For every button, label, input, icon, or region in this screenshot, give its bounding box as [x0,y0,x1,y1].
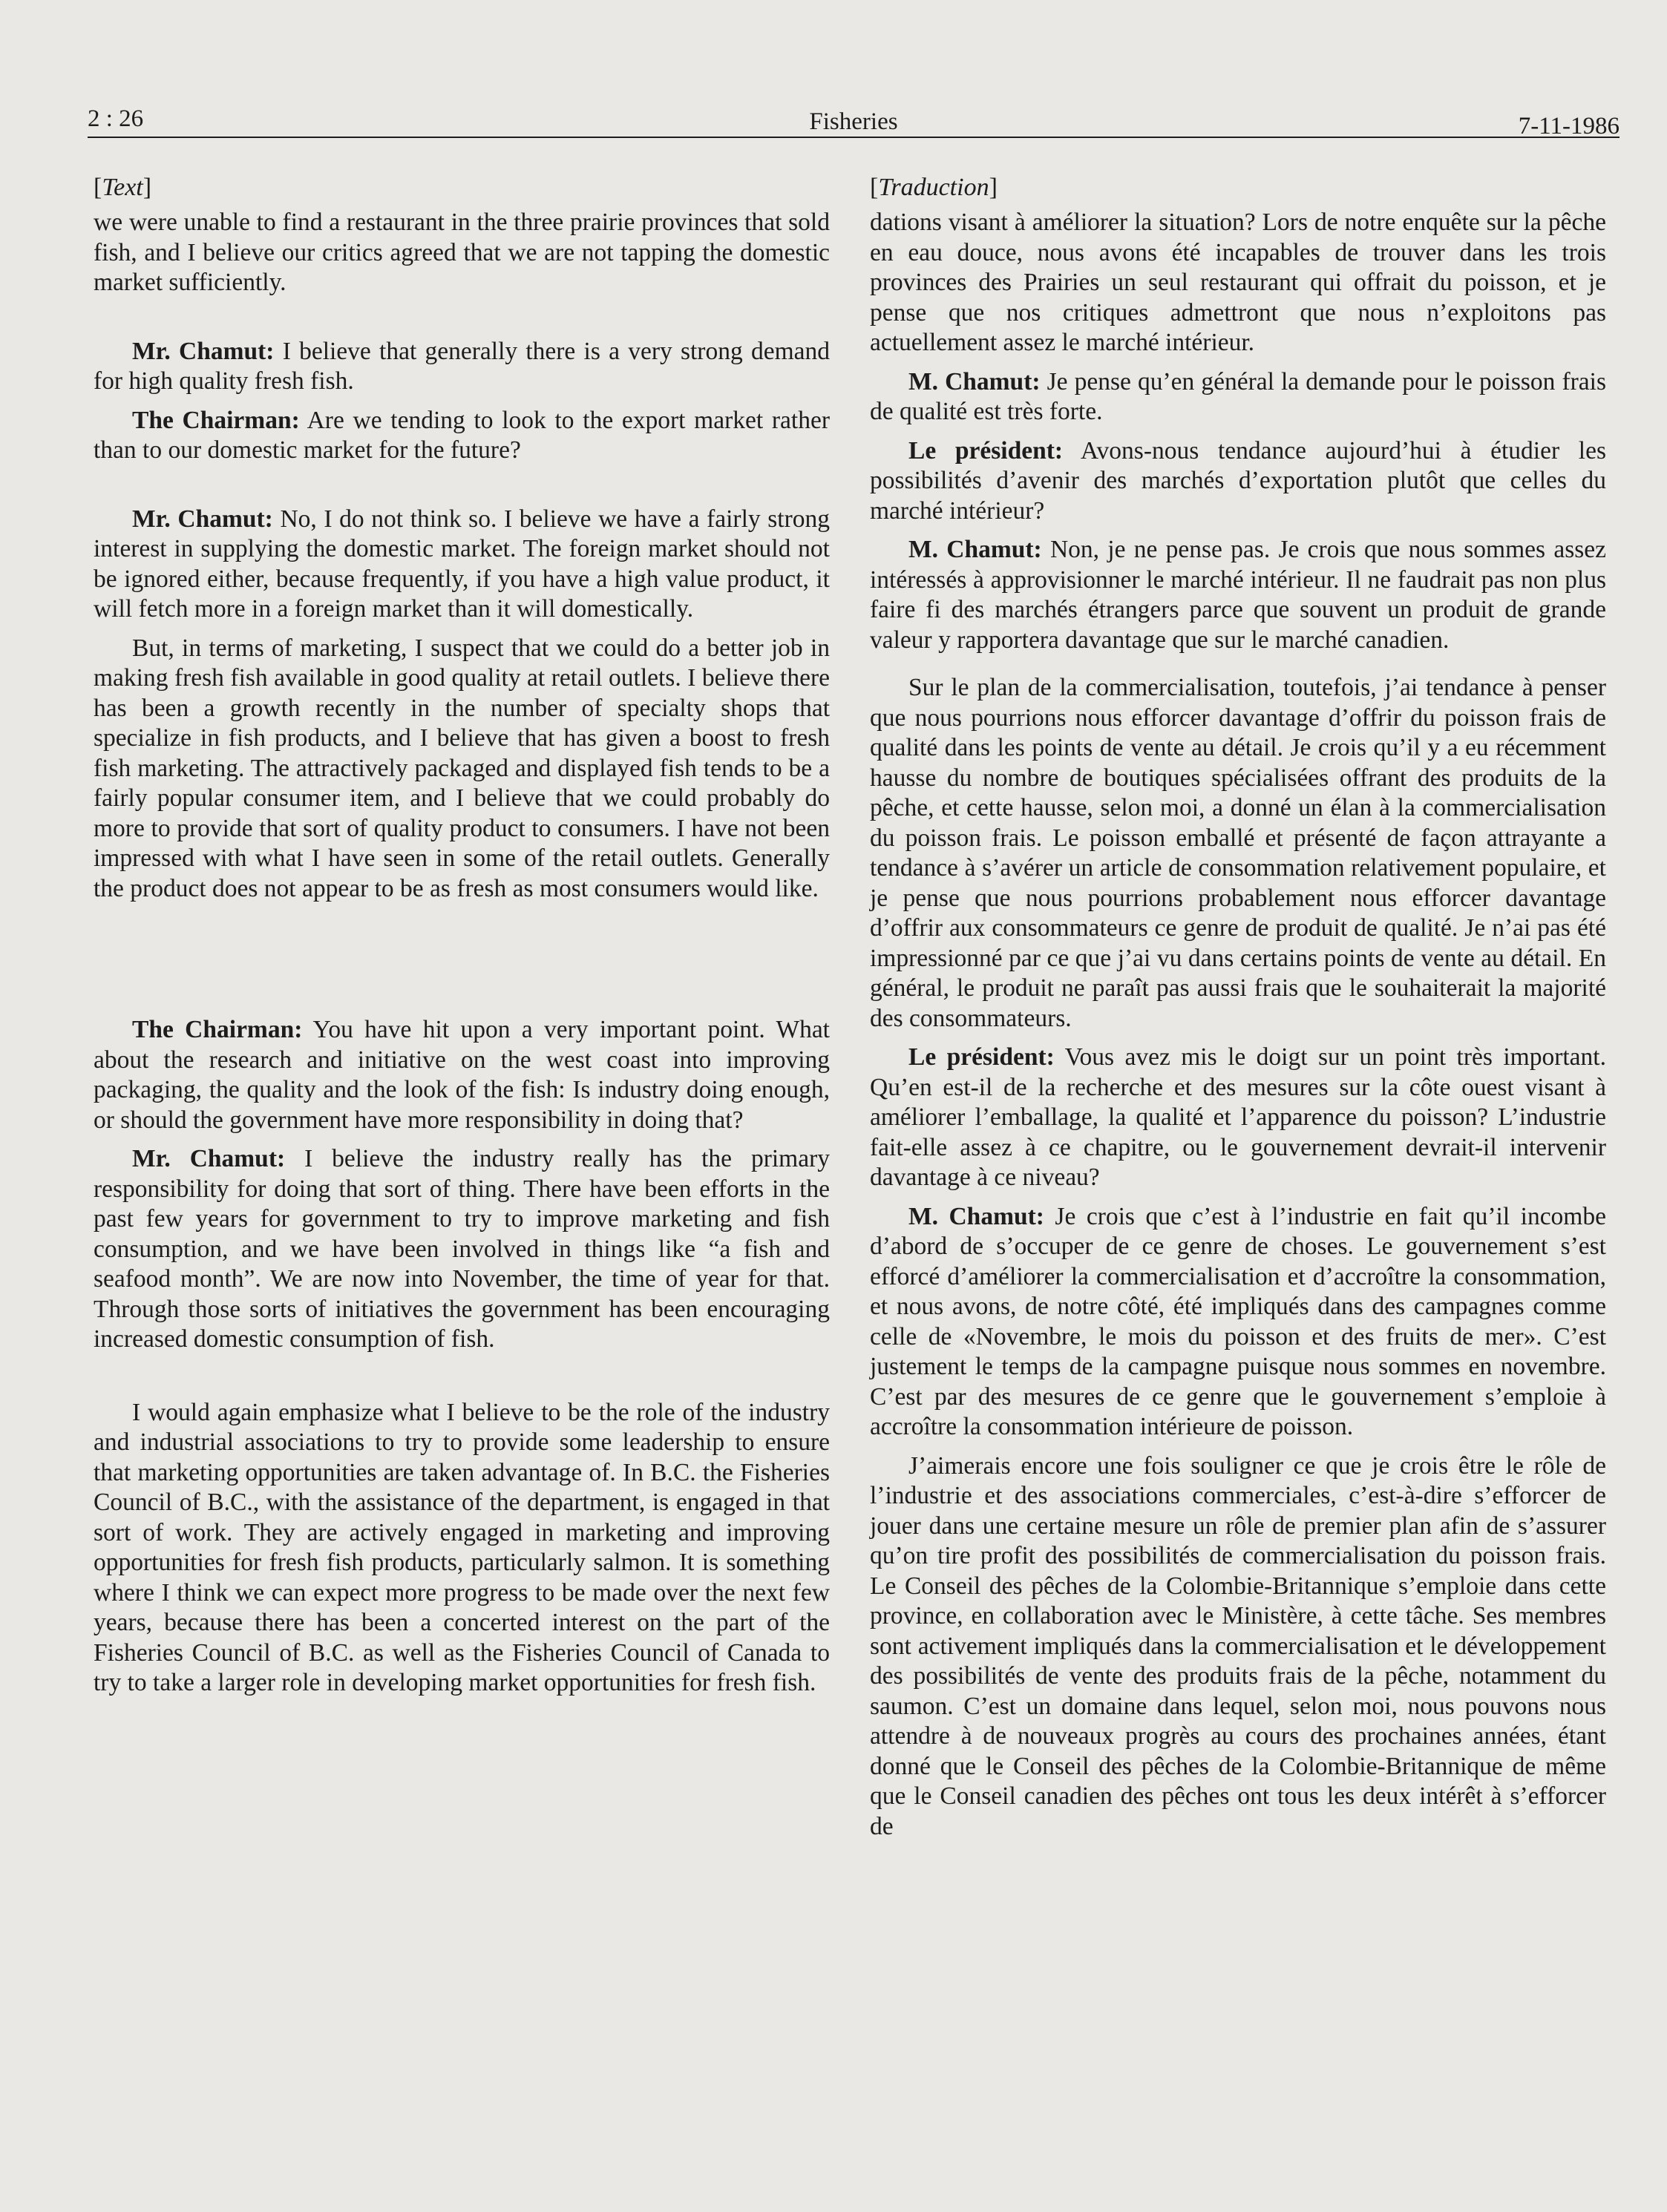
speaker-name: Le président: [908,1043,1055,1071]
speech-paragraph [94,1144,830,1355]
english-column [94,174,830,1699]
paragraph: we were unable to find a restaurant in the three prairie provinces that sold fish, and I believe our critics agreed that we are not tapping the domestic market sufficiently. [94,209,830,296]
speech-text: Non, je ne pense pas. Je crois que nous sommes assez intéressés à approvisionner le marché intérieur. Il ne faudrait pas non plus faire fi des marchés étrangers parce que souvent un produit de grande valeur y rapportera davantage que sur le marché canadien. [870,536,1607,654]
speech-paragraph [870,1043,1606,1193]
speaker-name: The Chairman: [132,406,300,434]
speaker-name: M. Chamut: [908,1202,1044,1230]
speech-paragraph [94,406,830,466]
paragraph: Sur le plan de la commercialisation, toutefois, j’ai tendance à penser que nous pourrions nous efforcer davantage d’offrir du poisson frais de qualité dans les points de vente au détail. Je crois qu’il y a eu récemment hausse du nombre de boutiques spécialisées offrant des produits de la pêche, et cette hausse, selon moi, a donné un élan à la commercialisation du poisson frais. Le poisson emballé et présenté de façon attrayante a tendance à s’avérer un article de consommation relativement populaire, et je pense que nous pourrions probablement nous efforcer davantage d’offrir aux consommateurs ce genre de produit de qualité. Je n’ai pas été impressionné par ce que j’ai vu dans certains points de vente au détail. En général, le produit ne paraît pas aussi frais que le souhaiterait la majorité des consommateurs. [870,674,1606,1032]
speaker-name: The Chairman: [132,1016,303,1043]
speech-text: Avons-nous tendance aujourd’hui à étudier les possibilités d’avenir des marchés d’exportation plutôt que celles du marché intérieur? [870,436,1606,525]
paragraph: dations visant à améliorer la situation? Lors de notre enquête sur la pêche en eau douce, nous avons été incapables de trouver dans les trois provinces des Prairies un seul restaurant qui offrait du poisson, et je pense que nos critiques admettront que nous n’exploitons pas actuellement assez le marché intérieur. [870,209,1606,356]
speech-text: I believe the industry really has the primary responsibility for doing that sort of thing. There have been efforts in the past few years for government to try to improve marketing and fish consumption, and we have been involved in things like “a fish and seafood month”. We are now into November, the time of year for that. Through those sorts of initiatives the government has been encouraging increased domestic consumption of fish. [94,1145,830,1353]
speech-text: Are we tending to look to the export market rather than to our domestic market for the future? [94,406,830,464]
page-header [88,102,1619,138]
paragraph: J’aimerais encore une fois souligner ce que je crois être le rôle de l’industrie et des associations commerciales, c’est-à-dire s’efforcer de jouer dans une certaine mesure un rôle de premier plan afin de s’assurer qu’on tire profit des possibilités de commercialisation du poisson frais. Le Conseil des pêches de la Colombie-Britannique s’emploie dans cette province, en collaboration avec le Ministère, à cette tâche. Ses membres sont activement impliqués dans la commercialisation et le développement des possibilités de vente des produits frais de la pêche, notamment du saumon. C’est un domaine dans lequel, selon moi, nous pouvons nous attendre à de nouveaux progrès au cours des prochaines années, étant donné que le Conseil des pêches de la Colombie-Britannique de même que le Conseil canadien des pêches ont tous les deux intérêt à s’efforcer de [870,1451,1606,1840]
speaker-name: Mr. Chamut: [132,1145,286,1172]
running-title: Fisheries [809,108,898,135]
speech-paragraph [94,1015,830,1135]
language-label: Traduction [878,174,989,201]
language-label: Text [102,174,143,201]
speech-paragraph [94,337,830,397]
speech-paragraph [870,1202,1606,1443]
language-label-text [94,174,830,202]
language-label-traduction [870,174,1606,202]
speech-paragraph [94,505,830,625]
page-number: 2 : 26 [88,105,144,132]
speaker-name: Mr. Chamut: [132,337,275,365]
speech-paragraph [870,535,1606,655]
french-column [870,174,1606,1842]
bracket-open: [ [94,174,102,201]
speech-text: You have hit upon a very important point. What about the research and initiative on the west coast into improving packaging, the quality and the look of the fish: Is industry doing enough, or should the government have more responsibility in doing that? [94,1016,830,1134]
speaker-name: M. Chamut: [908,367,1041,396]
paragraph: I would again emphasize what I believe to be the role of the industry and industrial associations to try to provide some leadership to ensure that marketing opportunities are taken advantage of. In B.C. the Fisheries Council of B.C., with the assistance of the department, is engaged in that sort of work. They are actively engaged in marketing and improving opportunities for fresh fish products, particularly salmon. It is something where I think we can expect more progress to be made over the next few years, because there has been a concerted interest on the part of the Fisheries Council of B.C. as well as the Fisheries Council of Canada to try to take a larger role in developing market opportunities for fresh fish. [94,1398,830,1696]
speech-paragraph [870,436,1606,527]
speech-text: No, I do not think so. I believe we have a fairly strong interest in supplying the domestic market. The foreign market should not be ignored either, because frequently, if you have a high value product, it will fetch more in a foreign market than it will domestically. [94,505,830,623]
speaker-name: Le président: [908,436,1064,465]
paragraph: But, in terms of marketing, I suspect that we could do a better job in making fresh fish available in good quality at retail outlets. I believe there has been a growth recently in the number of specialty shops that specialize in fish products, and I believe that has given a boost to fresh fish marketing. The attractively packaged and displayed fish tends to be a fairly popular consumer item, and I believe that we could probably do more to provide that sort of quality product to consumers. I have not been impressed with what I have seen in some of the retail outlets. Generally the product does not appear to be as fresh as most consumers would like. [94,634,830,902]
speech-text: Je crois que c’est à l’industrie en fait qu’il incombe d’abord de s’occuper de ce genre de choses. Le gouvernement s’est efforcé d’améliorer la commercialisation et d’accroître la consommation, et nous avons, de notre côté, été impliqués dans des campagnes comme celle de «Novembre, le mois du poisson et des fruits de mer». C’est justement le temps de la campagne puisque nous sommes en novembre. C’est par des mesures de ce genre que le gouvernement s’emploie à accroître la consommation intérieure de poisson. [870,1202,1606,1440]
bracket-open: [ [870,174,879,201]
speaker-name: M. Chamut: [908,536,1042,563]
bracket-close: ] [989,174,998,201]
speech-text: Je pense qu’en général la demande pour le poisson frais de qualité est très forte. [870,367,1607,425]
speech-text: Vous avez mis le doigt sur un point très important. Qu’en est-il de la recherche et des mesures sur la côte ouest visant à améliorer l’emballage, la qualité et l’apparence du poisson? L’industrie fait-elle assez à ce chapitre, ou le gouvernement devrait-il intervenir davantage à ce niveau? [870,1043,1606,1191]
speech-text: I believe that generally there is a very strong demand for high quality fresh fish. [94,337,830,395]
speaker-name: Mr. Chamut: [132,505,273,533]
speech-paragraph [870,367,1606,427]
sitting-date: 7-11-1986 [1518,113,1619,140]
bracket-close: ] [143,174,152,201]
